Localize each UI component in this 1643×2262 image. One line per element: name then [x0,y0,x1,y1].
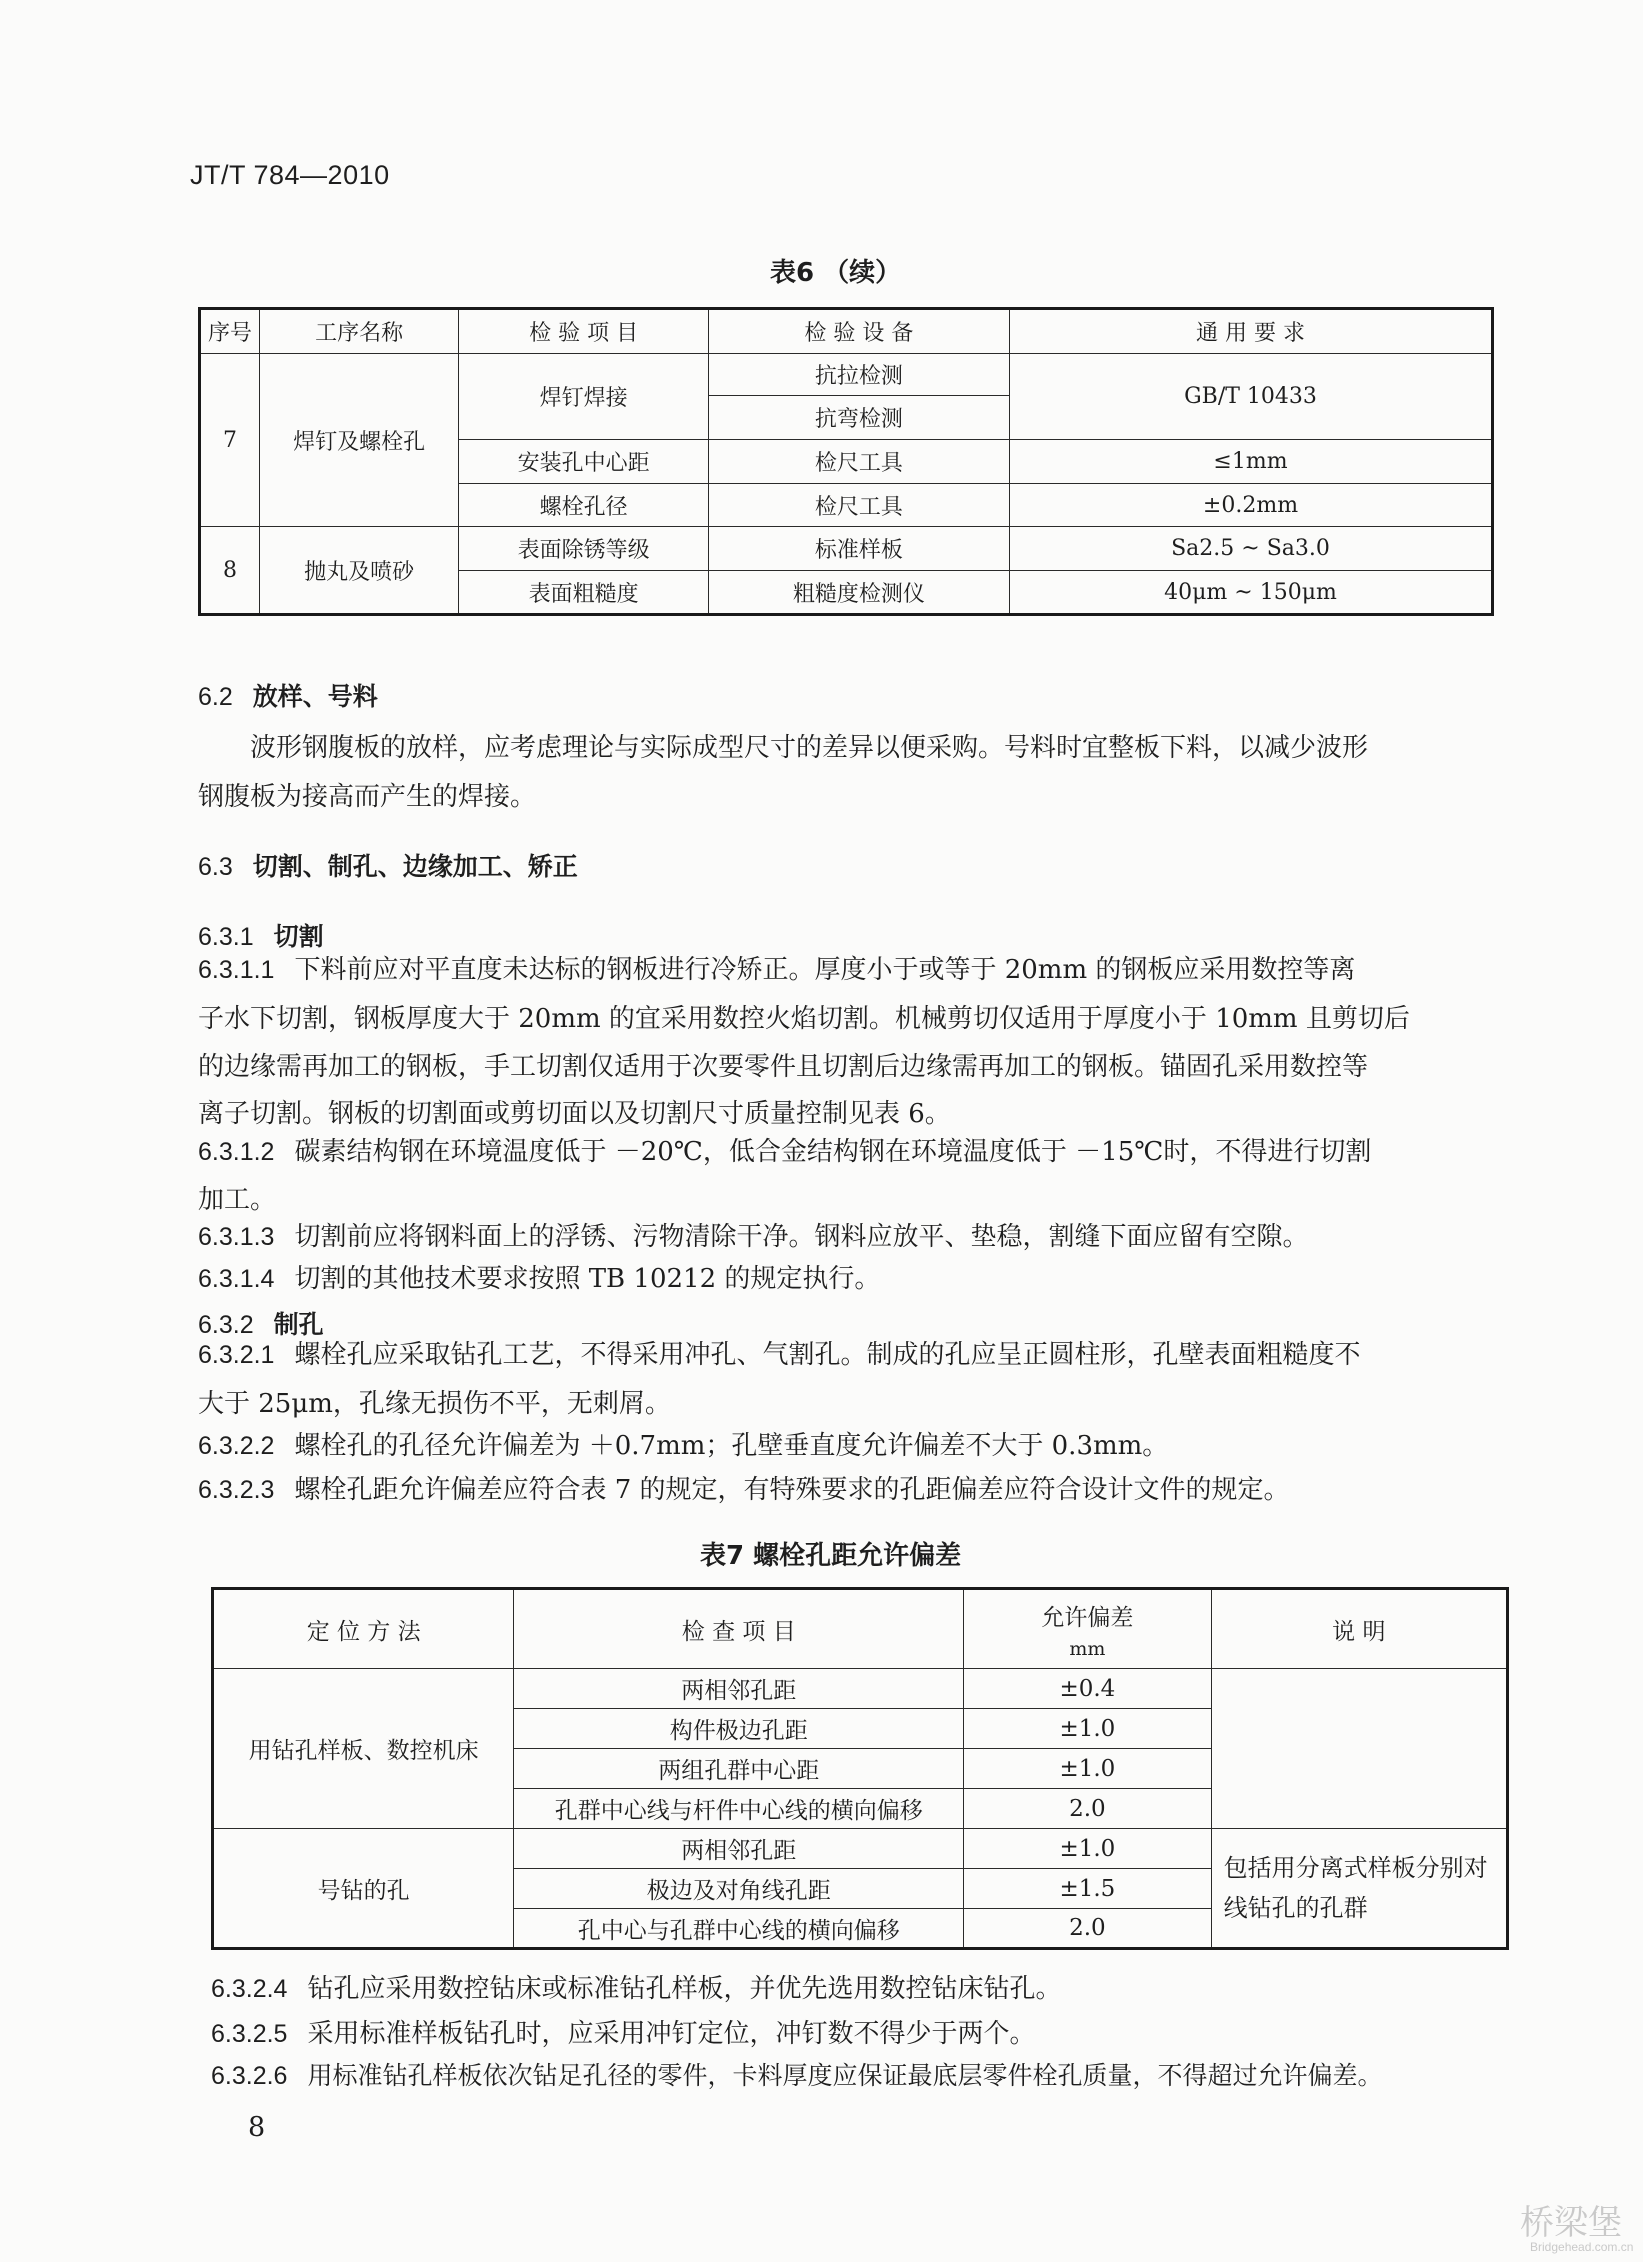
clause-number: 6.3.2.6 [211,2062,288,2090]
paragraph-line: 加工。 [198,1185,277,1215]
paragraph-line: 钢腹板为接高而产生的焊接。 [198,782,537,812]
clause-number: 6.3.1.2 [198,1138,275,1166]
paragraph-6-3-1-1 [198,949,1355,986]
table-cell: 焊钉焊接 [459,354,708,440]
table-cell: 40μm ~ 150μm [1010,571,1493,615]
clause-number: 6.3.2.5 [211,2020,288,2048]
paragraph-6-3-1-3 [198,1216,1308,1253]
table-row [200,527,1493,571]
table-cell: 焊钉及螺栓孔 [259,354,459,527]
table-cell: 安装孔中心距 [459,440,708,484]
paragraph-6-3-2-6 [211,2056,1382,2092]
table6-header-item: 检 验 项 目 [459,309,708,354]
table-cell: 7 [200,354,260,527]
section-number: 6.2 [198,683,233,711]
table-cell: 号钻的孔 [213,1829,514,1949]
clause-number: 6.3.1.4 [198,1265,275,1293]
page-number: 8 [248,2112,266,2143]
section-number: 6.3.2 [198,1311,254,1339]
table-cell: 包括用分离式样板分别对线钻孔的孔群 [1211,1829,1507,1949]
clause-number: 6.3.2.4 [211,1975,288,2003]
table6-header-process: 工序名称 [259,309,459,354]
table-cell: ±0.2mm [1010,484,1493,527]
clause-number: 6.3.2.3 [198,1476,275,1504]
table-cell: 表面除锈等级 [459,527,708,571]
paragraph-6-3-2-5 [211,2013,1035,2050]
table-cell: 2.0 [964,1789,1211,1829]
table7-header-row [213,1589,1508,1669]
table7-header-item: 检 查 项 目 [514,1589,964,1669]
table-cell: ±1.0 [964,1709,1211,1749]
table-cell: 抗拉检测 [708,354,1009,396]
paragraph-line: 螺栓孔距允许偏差应符合表 7 的规定，有特殊要求的孔距偏差应符合设计文件的规定。 [294,1475,1290,1505]
paragraph-line: 钻孔应采用数控钻床或标准钻孔样板，并优先选用数控钻床钻孔。 [307,1974,1062,2004]
paragraph-line: 切割的其他技术要求按照 TB 10212 的规定执行。 [294,1264,881,1294]
paragraph-6-3-2-2 [198,1425,1168,1462]
table-cell: 两组孔群中心距 [514,1749,964,1789]
table-cell: 抛丸及喷砂 [259,527,459,615]
table7-header-tolerance [964,1589,1211,1669]
paragraph-line: 波形钢腹板的放样，应考虑理论与实际成型尺寸的差异以便采购。号料时宜整板下料，以减少波形 [250,733,1369,763]
table6-header-requirement: 通 用 要 求 [1010,309,1493,354]
table-cell-empty [1211,1669,1507,1829]
section-title: 放样、号料 [252,682,378,711]
table-cell: ±0.4 [964,1669,1211,1709]
standard-code: JT/T 784—2010 [190,160,390,190]
table7 [211,1587,1509,1950]
section-title: 制孔 [273,1310,324,1339]
paragraph-6-3-2-3 [198,1469,1290,1506]
table-cell: ≤1mm [1010,440,1493,484]
table-cell: 孔群中心线与杆件中心线的横向偏移 [514,1789,964,1829]
section-title: 切割、制孔、边缘加工、矫正 [252,852,578,881]
table-cell: 两相邻孔距 [514,1829,964,1869]
paragraph-line: 螺栓孔的孔径允许偏差为 ＋0.7mm；孔壁垂直度允许偏差不大于 0.3mm。 [294,1431,1169,1461]
section-title: 切割 [273,922,324,951]
paragraph-line: 采用标准样板钻孔时，应采用冲钉定位，冲钉数不得少于两个。 [307,2019,1036,2049]
table-cell: 2.0 [964,1909,1211,1949]
paragraph-line: 碳素结构钢在环境温度低于 －20℃，低合金结构钢在环境温度低于 －15℃时，不得进行切割 [294,1137,1372,1167]
table-cell: Sa2.5 ~ Sa3.0 [1010,527,1493,571]
table7-caption: 表7 螺栓孔距允许偏差 [700,1541,962,1571]
paragraph-line: 的边缘需再加工的钢板，手工切割仅适用于次要零件且切割后边缘需再加工的钢板。锚固孔采用数控等 [198,1052,1369,1082]
table-cell: 粗糙度检测仪 [708,571,1009,615]
clause-number: 6.3.2.1 [198,1341,275,1369]
clause-number: 6.3.1.1 [198,956,275,984]
paragraph-6-3-1-2 [198,1131,1371,1168]
tolerance-unit: mm [1069,1637,1106,1660]
table-cell: 孔中心与孔群中心线的横向偏移 [514,1909,964,1949]
table-cell: ±1.0 [964,1829,1211,1869]
paragraph-line: 下料前应对平直度未达标的钢板进行冷矫正。厚度小于或等于 20mm 的钢板应采用数控等离 [294,955,1356,985]
table-row [200,354,1493,396]
paragraph-6-3-2-1 [198,1334,1360,1371]
tolerance-label: 允许偏差 [1041,1604,1134,1631]
table-cell: GB/T 10433 [1010,354,1493,440]
section-6-2-heading [198,677,378,713]
clause-number: 6.3.2.2 [198,1432,275,1460]
paragraph-line: 大于 25μm，孔缘无损伤不平，无刺屑。 [198,1389,671,1419]
table-cell: 极边及对角线孔距 [514,1869,964,1909]
watermark-url: Bridgehead.com.cn [1530,2240,1634,2254]
table-cell: 抗弯检测 [708,396,1009,440]
paragraph-6-3-2-4 [211,1968,1061,2005]
paragraph-line: 离子切割。钢板的切割面或剪切面以及切割尺寸质量控制见表 6。 [198,1099,951,1129]
table-cell: 表面粗糙度 [459,571,708,615]
section-number: 6.3.1 [198,923,254,951]
table-cell: 螺栓孔径 [459,484,708,527]
table-row [213,1669,1508,1709]
paragraph-6-3-1-4 [198,1258,880,1295]
table-cell: 两相邻孔距 [514,1669,964,1709]
paragraph-line: 螺栓孔应采取钻孔工艺，不得采用冲孔、气割孔。制成的孔应呈正圆柱形，孔壁表面粗糙度不 [294,1340,1361,1370]
table-cell: 标准样板 [708,527,1009,571]
table-cell: 检尺工具 [708,484,1009,527]
section-6-3-heading [198,847,578,883]
section-number: 6.3 [198,853,233,881]
table-cell: ±1.0 [964,1749,1211,1789]
table7-header-method: 定 位 方 法 [213,1589,514,1669]
table-cell: 检尺工具 [708,440,1009,484]
table6-header-row [200,309,1493,354]
paragraph-line: 切割前应将钢料面上的浮锈、污物清除干净。钢料应放平、垫稳，割缝下面应留有空隙。 [294,1222,1309,1252]
paragraph-line: 子水下切割，钢板厚度大于 20mm 的宜采用数控火焰切割。机械剪切仅适用于厚度小于 10mm 且剪切后 [198,1004,1410,1034]
table6 [198,307,1494,616]
section-6-3-1-heading [198,917,324,953]
table-cell: 构件极边孔距 [514,1709,964,1749]
table6-caption: 表6 （续） [770,258,902,288]
table6-header-equipment: 检 验 设 备 [708,309,1009,354]
table6-header-no: 序号 [200,309,260,354]
table-cell: 8 [200,527,260,615]
watermark-logo: 桥梁堡 [1520,2203,1622,2243]
table-row [213,1829,1508,1869]
table-cell: 用钻孔样板、数控机床 [213,1669,514,1829]
paragraph-line: 用标准钻孔样板依次钻足孔径的零件，卡料厚度应保证最底层零件栓孔质量，不得超过允许偏差。 [307,2061,1383,2090]
table-cell: ±1.5 [964,1869,1211,1909]
clause-number: 6.3.1.3 [198,1223,275,1251]
table7-header-note: 说 明 [1211,1589,1507,1669]
